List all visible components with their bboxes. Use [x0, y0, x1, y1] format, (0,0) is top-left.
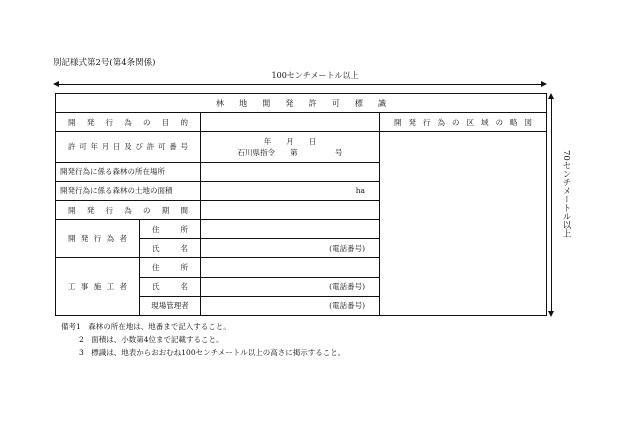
developer-phone-note: (電話番号)	[201, 239, 380, 258]
remark-1: 備考1 森林の所在地は、地番まで記入すること。	[61, 322, 231, 331]
contractor-name-label: 氏名	[140, 277, 201, 296]
area-sketch-box	[380, 132, 547, 316]
width-arrow-right-icon	[541, 81, 547, 87]
form-number-label: 別記様式第2号(第4条関係)	[53, 58, 156, 68]
period-value	[201, 200, 380, 219]
permit-label: 許可年月日及び許可番号	[56, 132, 201, 162]
contractor-address-value	[201, 258, 380, 277]
sign-title-row	[56, 94, 547, 113]
contractor-label: 工事施工者	[56, 258, 140, 316]
permit-date: 年 月 日	[263, 136, 317, 146]
remarks	[61, 320, 345, 359]
contractor-phone-note: (電話番号)	[201, 277, 380, 296]
width-dimension-line	[55, 84, 545, 85]
width-dimension-label: 100センチメートル以上	[271, 71, 359, 80]
purpose-value	[201, 113, 380, 132]
area-sketch-label: 開発行為の区域の略図	[380, 113, 547, 132]
height-arrow-down-icon	[548, 311, 554, 317]
height-dimension-line	[551, 95, 552, 315]
purpose-label: 開発行為の目的	[56, 113, 201, 132]
remark-3: 3 標識は、地表からおおむね100センチメートル以上の高さに掲示すること。	[79, 348, 346, 357]
period-label: 開発行為の期間	[56, 200, 201, 219]
developer-label: 開発行為者	[56, 220, 140, 258]
developer-address-value	[201, 220, 380, 239]
land-area-unit: ha	[201, 181, 380, 200]
height-dimension-label: 70センチメートル以上	[561, 150, 571, 238]
forest-development-sign-table	[55, 93, 547, 316]
land-area-label: 開発行為に係る森林の土地の面積	[56, 181, 201, 200]
location-value	[201, 162, 380, 181]
sign-title: 林地開発許可標識	[56, 94, 547, 113]
site-manager-phone-note: (電話番号)	[201, 296, 380, 315]
location-label: 開発行為に係る森林の所在場所	[56, 162, 201, 181]
permit-row	[56, 132, 547, 162]
developer-address-label: 住所	[140, 220, 201, 239]
developer-name-label: 氏名	[140, 239, 201, 258]
remark-2: 2 面積は、小数第4位まで記載すること。	[79, 335, 224, 344]
site-manager-label: 現場管理者	[140, 296, 201, 315]
purpose-row	[56, 113, 547, 132]
permit-number: 石川県指令 第 号	[237, 147, 343, 157]
permit-value	[201, 132, 380, 162]
contractor-address-label: 住所	[140, 258, 201, 277]
